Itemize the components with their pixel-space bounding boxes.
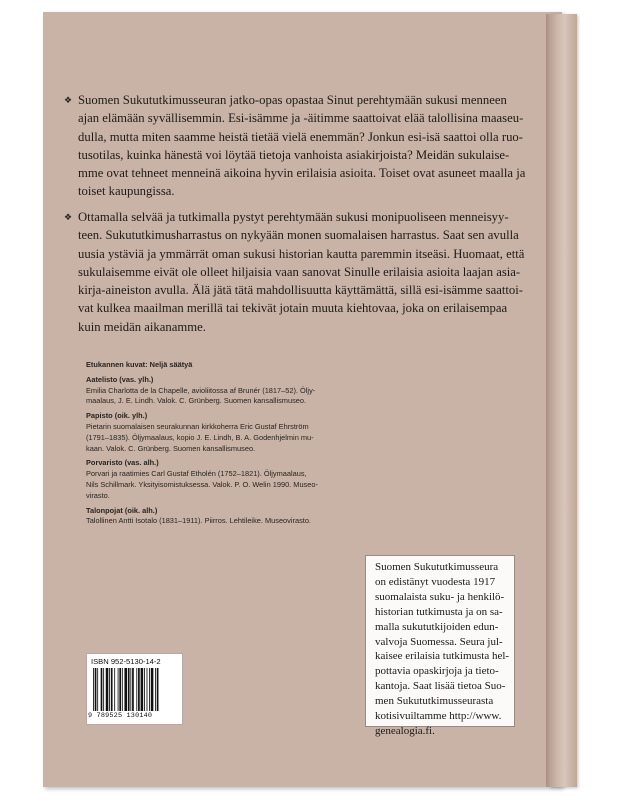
text-line: toiset kaupungissa. [78,184,175,199]
paragraph-2 [64,208,525,336]
text-line: ajan elämään syvällisemmin. Esi-isämme ja -äitimme saattoivat elää talollisina maaseu- [78,111,524,126]
text-line: kirja-aineiston avulla. Älä jätä tätä mahdollisuutta käyttämättä, sillä esi-isämme saattoi- [78,283,523,298]
caption-line: Porvari ja raatimies Carl Gustaf Etholén (1752–1821). Öljymaalaus, [86,469,307,479]
text-line: kuin meidän aikanamme. [78,319,206,334]
caption-line: virasto. [86,490,110,500]
text-line: vat kulkea maailman merillä tai tekivät jotain muuta kiehtovaa, joka on erilaisempaa [78,301,508,316]
info-line: kaisee erilaisia tutkimusta hel- [375,650,510,663]
caption-label: Papisto (oik. ylh.) [86,411,148,421]
text-line: dulla, mutta miten saamme heistä tietää vielä enemmän? Jonkun esi-isä saattoi olla ruo- [78,129,523,144]
text-line: uusia ystäviä ja ymmärrät oman sukusi historian kautta paremmin itseäsi. Huomaat, että [78,246,525,261]
book-spine [549,14,577,787]
info-line: kotisivuiltamme http://www. [375,710,502,723]
text-line: Ottamalla selvää ja tutkimalla pystyt perehtymään sukusi monipuoliseen menneisyy- [78,210,509,224]
diamond-bullet-icon: ❖ [64,212,73,222]
barcode-bars-icon [93,668,176,711]
caption-line: Pietarin suomalaisen seurakunnan kirkkoherra Eric Gustaf Ehrström [86,421,309,431]
paragraph-1 [64,91,526,201]
caption-line: (1791–1835). Öljymaalaus, kopio J. E. Lindh, B. A. Godenhjelmin mu- [86,432,314,442]
info-line: pottavia opaskirjoja ja tieto- [375,665,499,678]
society-info-box [365,555,515,737]
info-line: Suomen Sukututkimusseura [375,561,499,573]
caption-label: Aatelisto (vas. ylh.) [86,374,154,384]
caption-line: Nils Schillmark. Yksityisomistuksessa. Valok. P. O. Welin 1990. Museo- [86,479,318,489]
cover-image-captions [86,360,386,527]
caption-line: kaan. Valok. C. Grünberg. Suomen kansallismuseo. [86,443,256,453]
info-line: malla sukututkijoiden edun- [375,620,499,633]
isbn-barcode [86,653,183,725]
info-line: men Sukututkimusseurasta [375,695,494,708]
caption-line: Talollinen Antti Isotalo (1831–1911). Piirros. Lehtileike. Museovirasto. [86,516,311,526]
info-line: valvoja Suomessa. Seura jul- [375,635,503,648]
captions-heading: Etukannen kuvat: Neljä säätyä [86,360,193,369]
info-line: on edistänyt vuodesta 1917 [375,575,496,588]
diamond-bullet-icon: ❖ [64,95,73,105]
isbn-number: ISBN 952-5130-14-2 [91,657,161,666]
info-line: genealogia.fi. [375,724,435,737]
ean-number: 9 789525 130140 [88,712,153,720]
text-line: sukulaisemme eivät ole olleet hiljaisia vaan sanovat Sinulle erilaisia asioita laajan asia- [78,264,521,279]
info-line: suomalaista suku- ja henkilö- [375,590,505,603]
info-line: historian tutkimusta ja on sa- [375,605,503,618]
caption-label: Porvaristo (vas. alh.) [86,458,159,468]
caption-line: maalaus, J. E. Lindh. Valok. C. Grünberg. Suomen kansallismuseo. [86,396,307,406]
text-line: tusotilas, kuinka hänestä voi löytää tietoja vanhoista asiakirjoista? Meidän sukulaise- [78,147,510,162]
caption-line: Emilia Charlotta de la Chapelle, avioliitossa af Brunér (1817–52). Öljy- [86,385,316,395]
text-line: Suomen Sukututkimusseuran jatko-opas opastaa Sinut perehtymään sukusi menneen [78,93,507,107]
caption-label: Talonpojat (oik. alh.) [86,505,158,515]
text-line: mme ovat tehneet menneinä aikoina hyvin erilaisia asioita. Toiset ovat asuneet maalla ja [78,166,526,181]
text-line: teen. Sukututkimusharrastus on nykyään monen suomalaisen harrastus. Saat sen avulla [78,228,519,243]
info-line: kantoja. Saat lisää tietoa Suo- [375,680,506,693]
